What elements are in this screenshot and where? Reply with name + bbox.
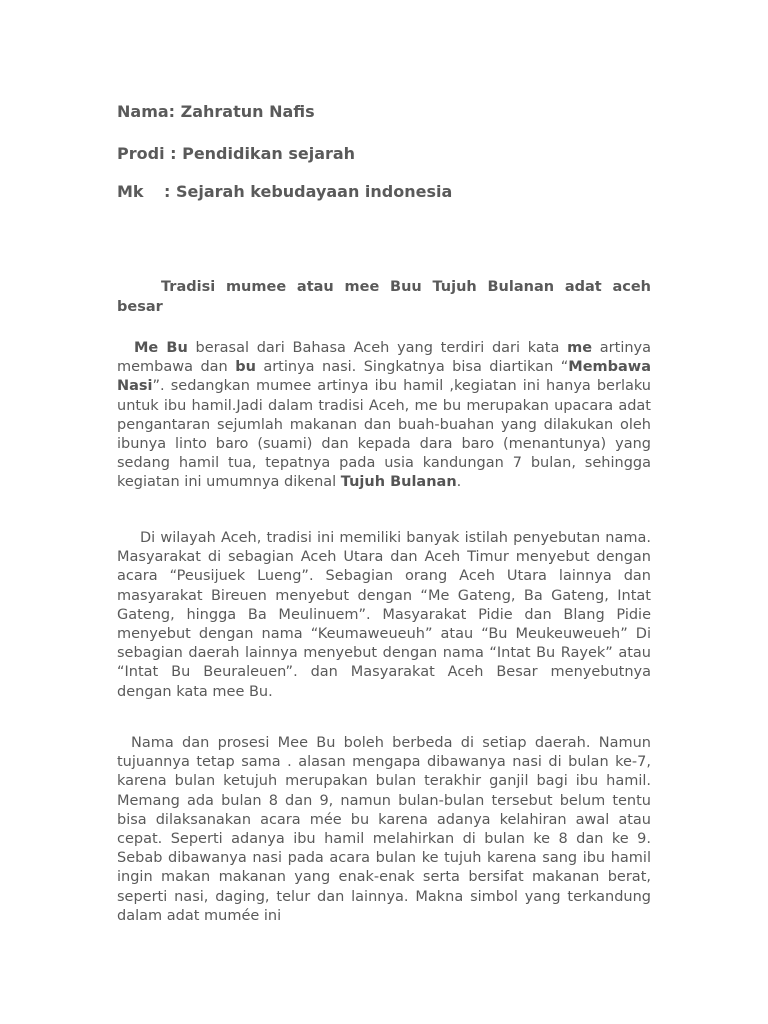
term-bu: bu (235, 359, 256, 376)
term-me-bu: Me Bu (134, 340, 188, 356)
paragraph-1-text: artinya nasi. Singkatnya bisa diartikan “ (255, 359, 569, 376)
document-title (117, 278, 651, 317)
paragraph-1-text: . (456, 474, 462, 491)
title-text: Tradisi mumee atau mee Buu Tujuh Bulanan adat aceh besar (117, 279, 651, 315)
study-program: Prodi : Pendidikan sejarah (117, 144, 356, 163)
paragraph-2-text: Di wilayah Aceh, tradisi ini memiliki banyak istilah penyebutan nama. Masyarakat di sebagian Aceh Utara dan Aceh Timur menyebut dengan acara “Peusijuek Lueng”. Sebagian orang Aceh Utara lainnya dan masyarakat Bireuen menyebut dengan “Me Gateng, Ba Gateng, Intat Gateng, hingga Ba Meulinuem”. Masyarakat Pidie dan Blang Pidie menyebut dengan nama “Keumaweueuh” atau “Bu Meukeuweueh” Di sebagian daerah lainnya menyebut dengan nama “Intat Bu Rayek” atau “Intat Bu Beuraleuen”. dan Masyarakat Aceh Besar menyebutnya dengan kata mee Bu. (117, 530, 651, 700)
term-me: me (567, 340, 593, 356)
paragraph-2 (117, 529, 651, 702)
student-name: Nama: Zahratun Nafis (117, 102, 315, 121)
paragraph-1-text: ”. sedangkan mumee artinya ibu hamil ,kegiatan ini hanya berlaku untuk ibu hamil.Jadi dalam tradisi Aceh, me bu merupakan upacara adat pengantaran sejumlah makanan dan buah-buahan yang dilakukan oleh ibunya linto baro (suami) dan kepada dara baro (menantunya) yang sedang hamil tua, tepatnya pada usia kandungan 7 bulan, sehingga kegiatan ini umumnya dikenal (117, 378, 651, 491)
term-membawa-nasi: Membawa Nasi (117, 359, 651, 395)
paragraph-3-text: Nama dan prosesi Mee Bu boleh berbeda di setiap daerah. Namun tujuannya tetap sama . alasan mengapa dibawanya nasi di bulan ke-7, karena bulan ketujuh merupakan bulan terakhir ganjil bagi ibu hamil. Memang ada bulan 8 dan 9, namun bulan-bulan tersebut belum tentu bisa dilaksanakan acara mée bu karena adanya kelahiran awal atau cepat. Seperti adanya ibu hamil melahirkan di bulan ke 8 dan ke 9. Sebab dibawanya nasi pada acara bulan ke tujuh karena sang ibu hamil ingin makan makanan yang enak-enak serta bersifat makanan berat, seperti nasi, daging, telur dan lainnya. Makna simbol yang terkandung dalam adat mumée ini (117, 735, 651, 924)
paragraph-3 (117, 734, 651, 926)
term-tujuh-bulanan: Tujuh Bulanan (340, 474, 457, 491)
paragraph-1 (117, 339, 651, 493)
course-label: Mk (117, 182, 144, 201)
course-value: : Sejarah kebudayaan indonesia (164, 182, 453, 201)
paragraph-1-text: artinya membawa dan (117, 340, 652, 376)
course-line (117, 182, 452, 201)
paragraph-1-text: berasal dari Bahasa Aceh yang terdiri dari kata (187, 340, 568, 356)
